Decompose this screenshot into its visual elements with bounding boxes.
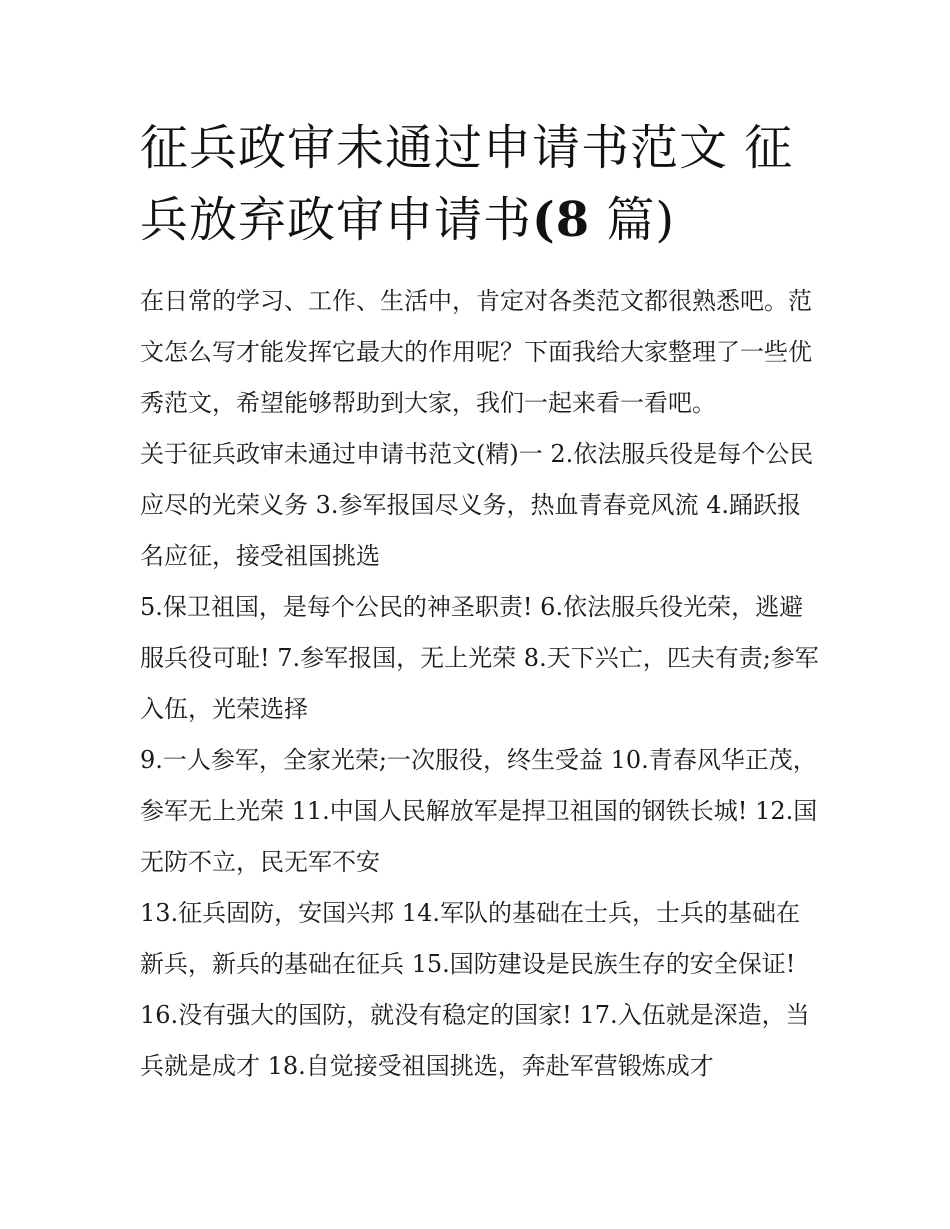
document-body [140,276,820,1092]
document-title [140,112,820,256]
slogan-paragraph-2: 5.保卫祖国，是每个公民的神圣职责! 6.依法服兵役光荣，逃避服兵役可耻! 7.参军报国，无上光荣 8.天下兴亡，匹夫有责;参军入伍，光荣选择 [140,593,819,723]
slogan-paragraph-1: 关于征兵政审未通过申请书范文(精)一 2.依法服兵役是每个公民应尽的光荣义务 3.参军报国尽义务，热血青春竞风流 4.踊跃报名应征，接受祖国挑选 [140,440,814,570]
slogan-paragraph-3: 9.一人参军，全家光荣;一次服役，终生受益 10.青春风华正茂，参军无上光荣 11.中国人民解放军是捍卫祖国的钢铁长城! 12.国无防不立，民无军不安 [140,746,818,876]
title-text: 征兵政审未通过申请书范文 征兵放弃政审申请书 [140,120,794,248]
title-suffix: 篇) [590,192,676,248]
title-count: (8 [532,192,591,248]
intro-paragraph: 在日常的学习、工作、生活中，肯定对各类范文都很熟悉吧。范文怎么写才能发挥它最大的作用呢？下面我给大家整理了一些优秀范文，希望能够帮助到大家，我们一起来看一看吧。 [140,287,812,417]
slogan-paragraph-4: 13.征兵固防，安国兴邦 14.军队的基础在士兵，士兵的基础在新兵，新兵的基础在征兵 15.国防建设是民族生存的安全保证! 16.没有强大的国防，就没有稳定的国家! 17.入伍就是深造，当兵就是成才 18.自觉接受祖国挑选，奔赴军营锻炼成才 [140,899,810,1080]
